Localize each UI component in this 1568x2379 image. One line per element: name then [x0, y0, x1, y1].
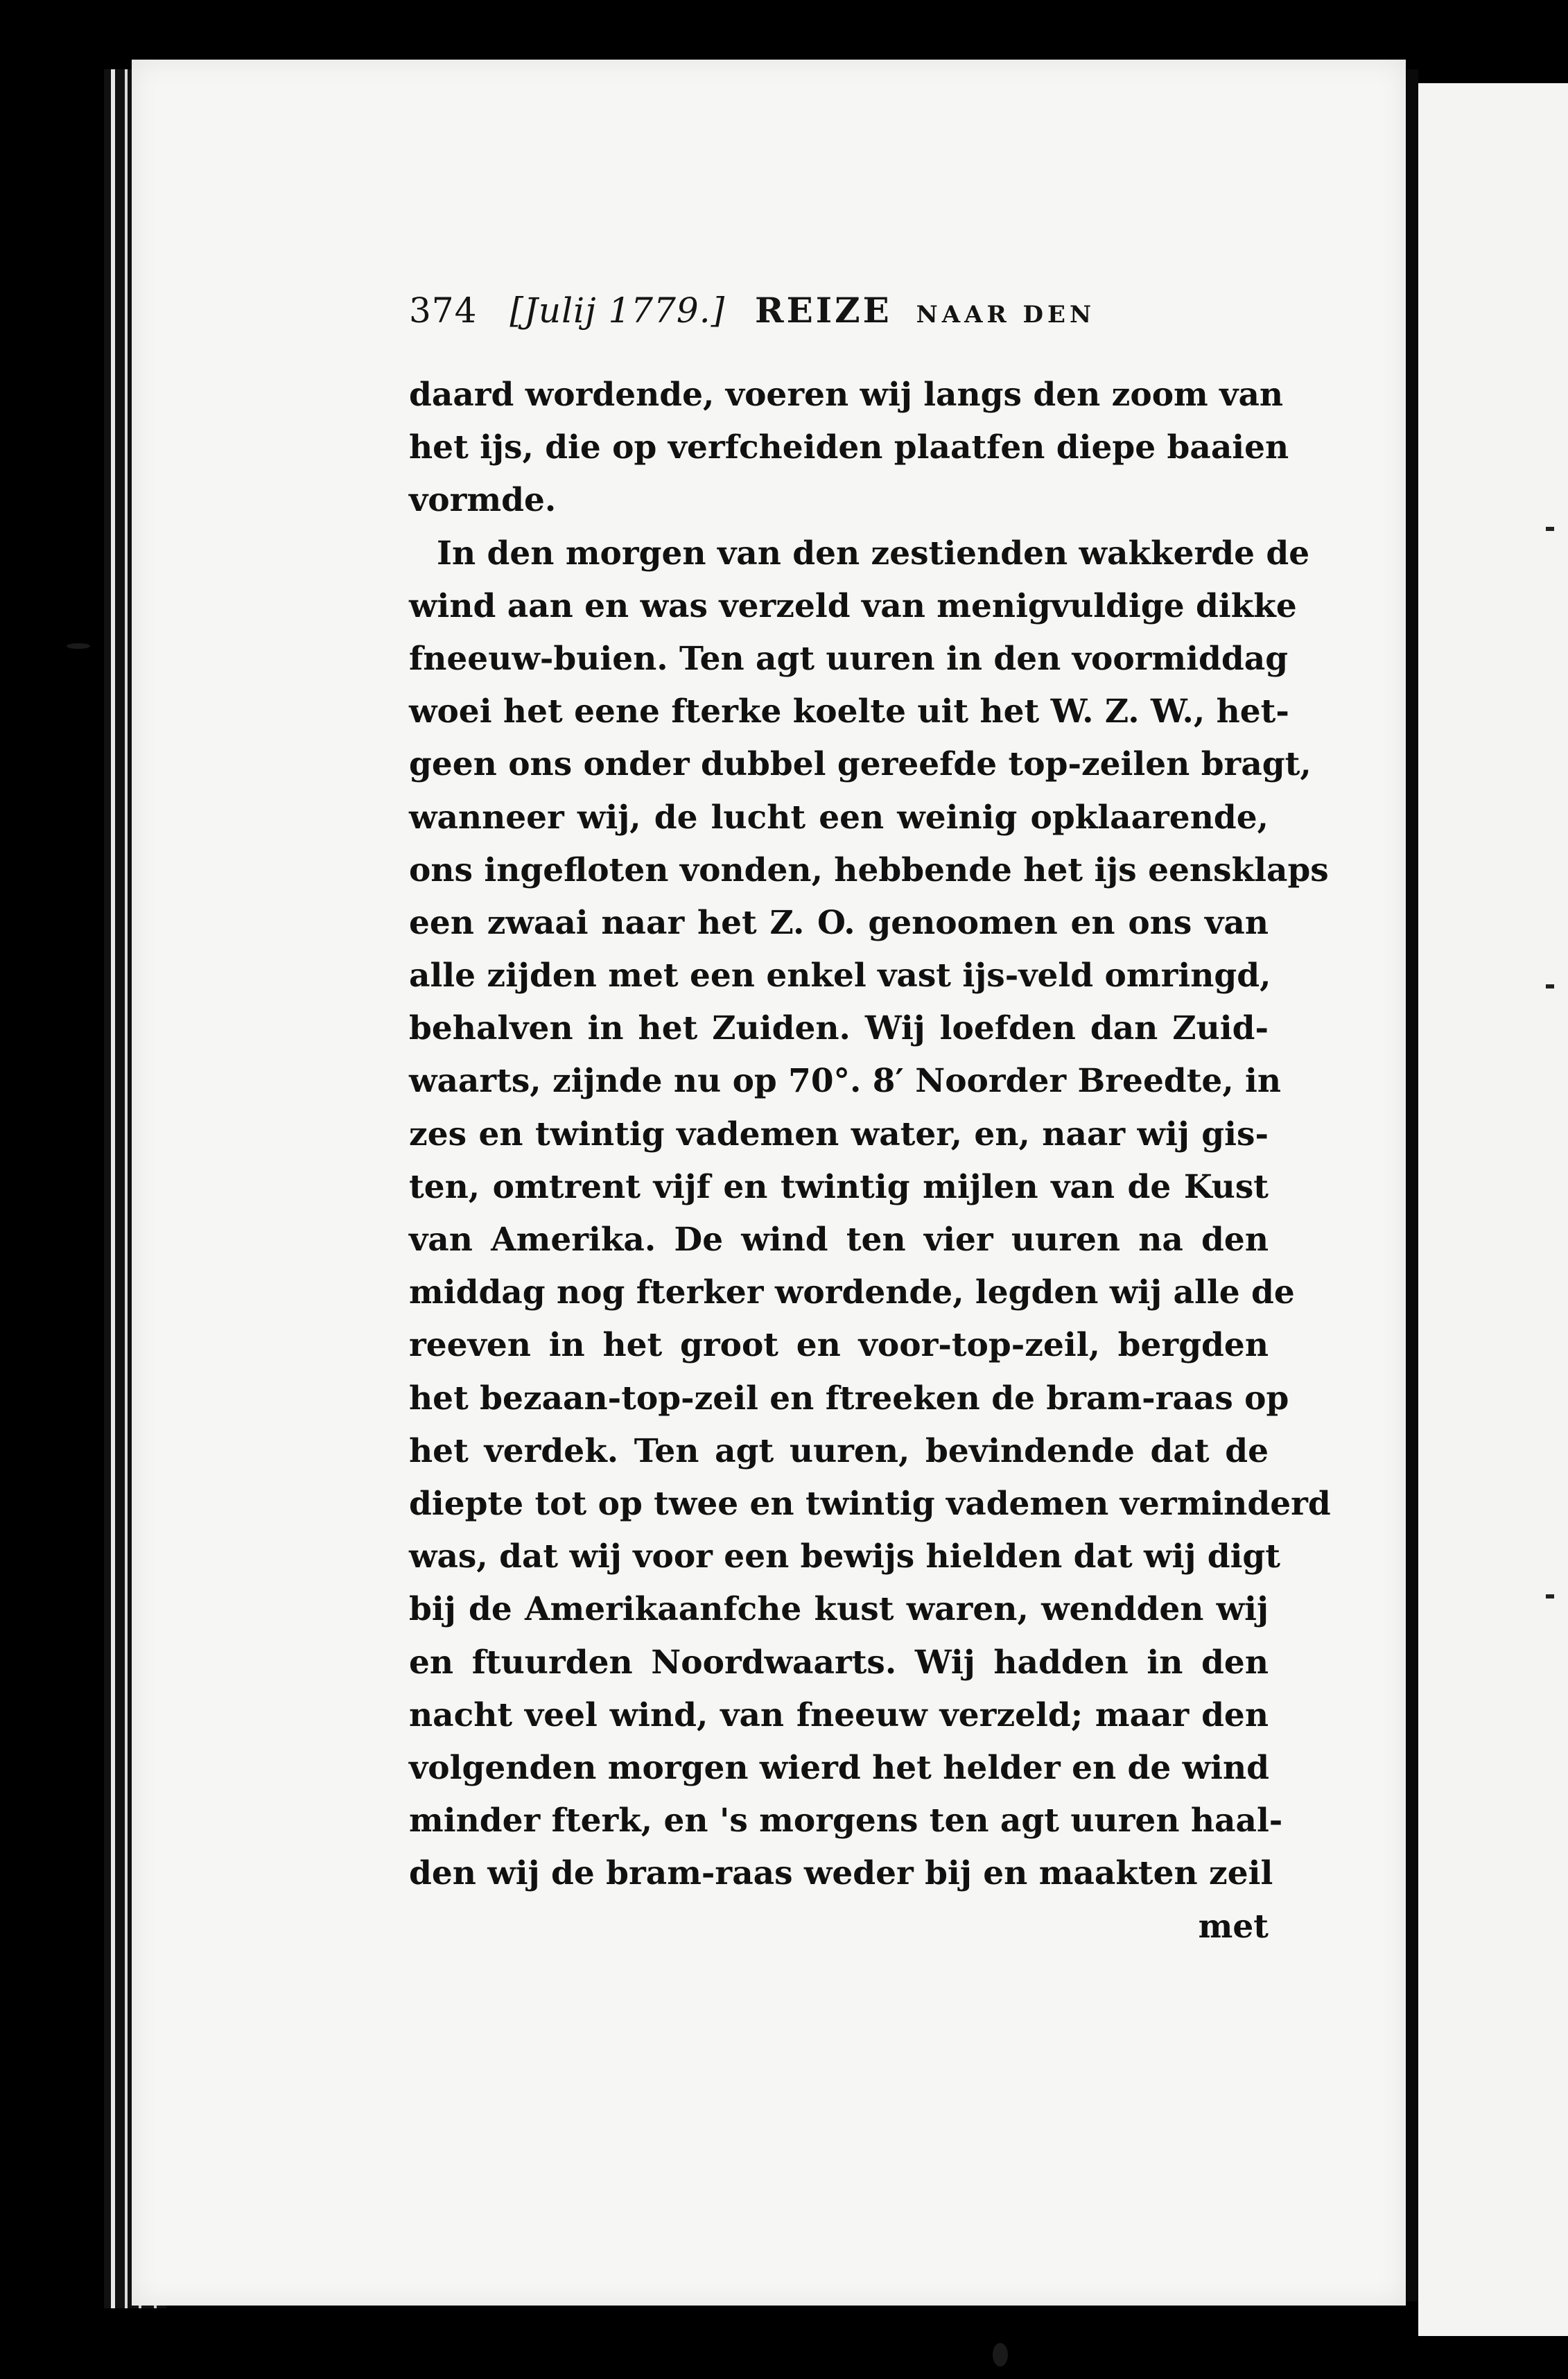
- text-line: middag nog fterker wordende, legden wij alle de: [409, 1273, 1295, 1312]
- running-head-title-tail: NAAR DEN: [916, 301, 1096, 329]
- page-edge: [1406, 69, 1418, 2301]
- text-line: In den morgen van den zestienden wakkerde de: [437, 534, 1310, 573]
- text-line: een zwaai naar het Z. O. genoomen en ons van: [409, 903, 1269, 942]
- page-number: 374: [409, 290, 478, 331]
- text-line: was, dat wij voor een bewijs hielden dat wij digt: [409, 1537, 1280, 1576]
- text-line: volgenden morgen wierd het helder en de wind: [409, 1748, 1269, 1787]
- text-line: daard wordende, voeren wij langs den zoom van: [409, 376, 1284, 414]
- text-line: behalven in het Zuiden. Wij loefden dan Zuid-: [409, 1009, 1269, 1048]
- text-line: van Amerika. De wind ten vier uuren na den: [409, 1221, 1269, 1259]
- text-line: ten, omtrent vijf en twintig mijlen van de Kust: [409, 1167, 1269, 1206]
- text-line: wind aan en was verzeld van menigvuldige dikke: [409, 586, 1297, 625]
- text-line: alle zijden met een enkel vast ijs-veld omringd,: [409, 957, 1271, 995]
- text-line: wanneer wij, de lucht een weinig opklaarende,: [409, 798, 1269, 837]
- scan-speck: [993, 2343, 1008, 2367]
- text-line: zes en twintig vademen water, en, naar wij gis-: [409, 1115, 1269, 1153]
- text-line: en ftuurden Noordwaarts. Wij hadden in den: [409, 1643, 1269, 1682]
- text-line: geen ons onder dubbel gereefde top-zeilen bragt,: [409, 745, 1312, 784]
- facing-page-mark: [1546, 984, 1554, 988]
- text-line: ons ingefloten vonden, hebbende het ijs eensklaps: [409, 851, 1329, 889]
- facing-page-mark: [1546, 1594, 1554, 1598]
- text-line: waarts, zijnde nu op 70°. 8′ Noorder Breedte, in: [409, 1062, 1282, 1101]
- running-head-date: [Julij 1779.]: [509, 290, 726, 331]
- text-line: reeven in het groot en voor-top-zeil, bergden: [409, 1326, 1269, 1365]
- text-line: woei het eene fterke koelte uit het W. Z. W., het-: [409, 692, 1289, 731]
- text-line: fneeuw-buien. Ten agt uuren in den voormiddag: [409, 639, 1289, 678]
- facing-page-mark: [1546, 527, 1554, 531]
- text-line: het verdek. Ten agt uuren, bevindende dat de: [409, 1431, 1269, 1470]
- running-head: [409, 290, 1269, 345]
- text-line: minder fterk, en 's morgens ten agt uuren haal-: [409, 1802, 1283, 1840]
- text-line: nacht veel wind, van fneeuw verzeld; maar den: [409, 1696, 1269, 1734]
- text-line: bij de Amerikaanfche kust waren, wendden wij: [409, 1590, 1269, 1629]
- running-head-title: REIZE: [755, 290, 892, 331]
- scan-speck: [67, 643, 90, 649]
- text-line: het bezaan-top-zeil en ftreeken de bram-raas op: [409, 1379, 1289, 1418]
- catchword: met: [1198, 1908, 1269, 1946]
- text-line: het ijs, die op verfcheiden plaatfen diepe baaien: [409, 428, 1289, 467]
- text-line: den wij de bram-raas weder bij en maakten zeil: [409, 1854, 1273, 1893]
- facing-page: [1418, 83, 1568, 2336]
- text-line: vormde.: [409, 481, 557, 520]
- text-line: diepte tot op twee en twintig vademen verminderd: [409, 1484, 1331, 1523]
- body-text: [409, 369, 1331, 1900]
